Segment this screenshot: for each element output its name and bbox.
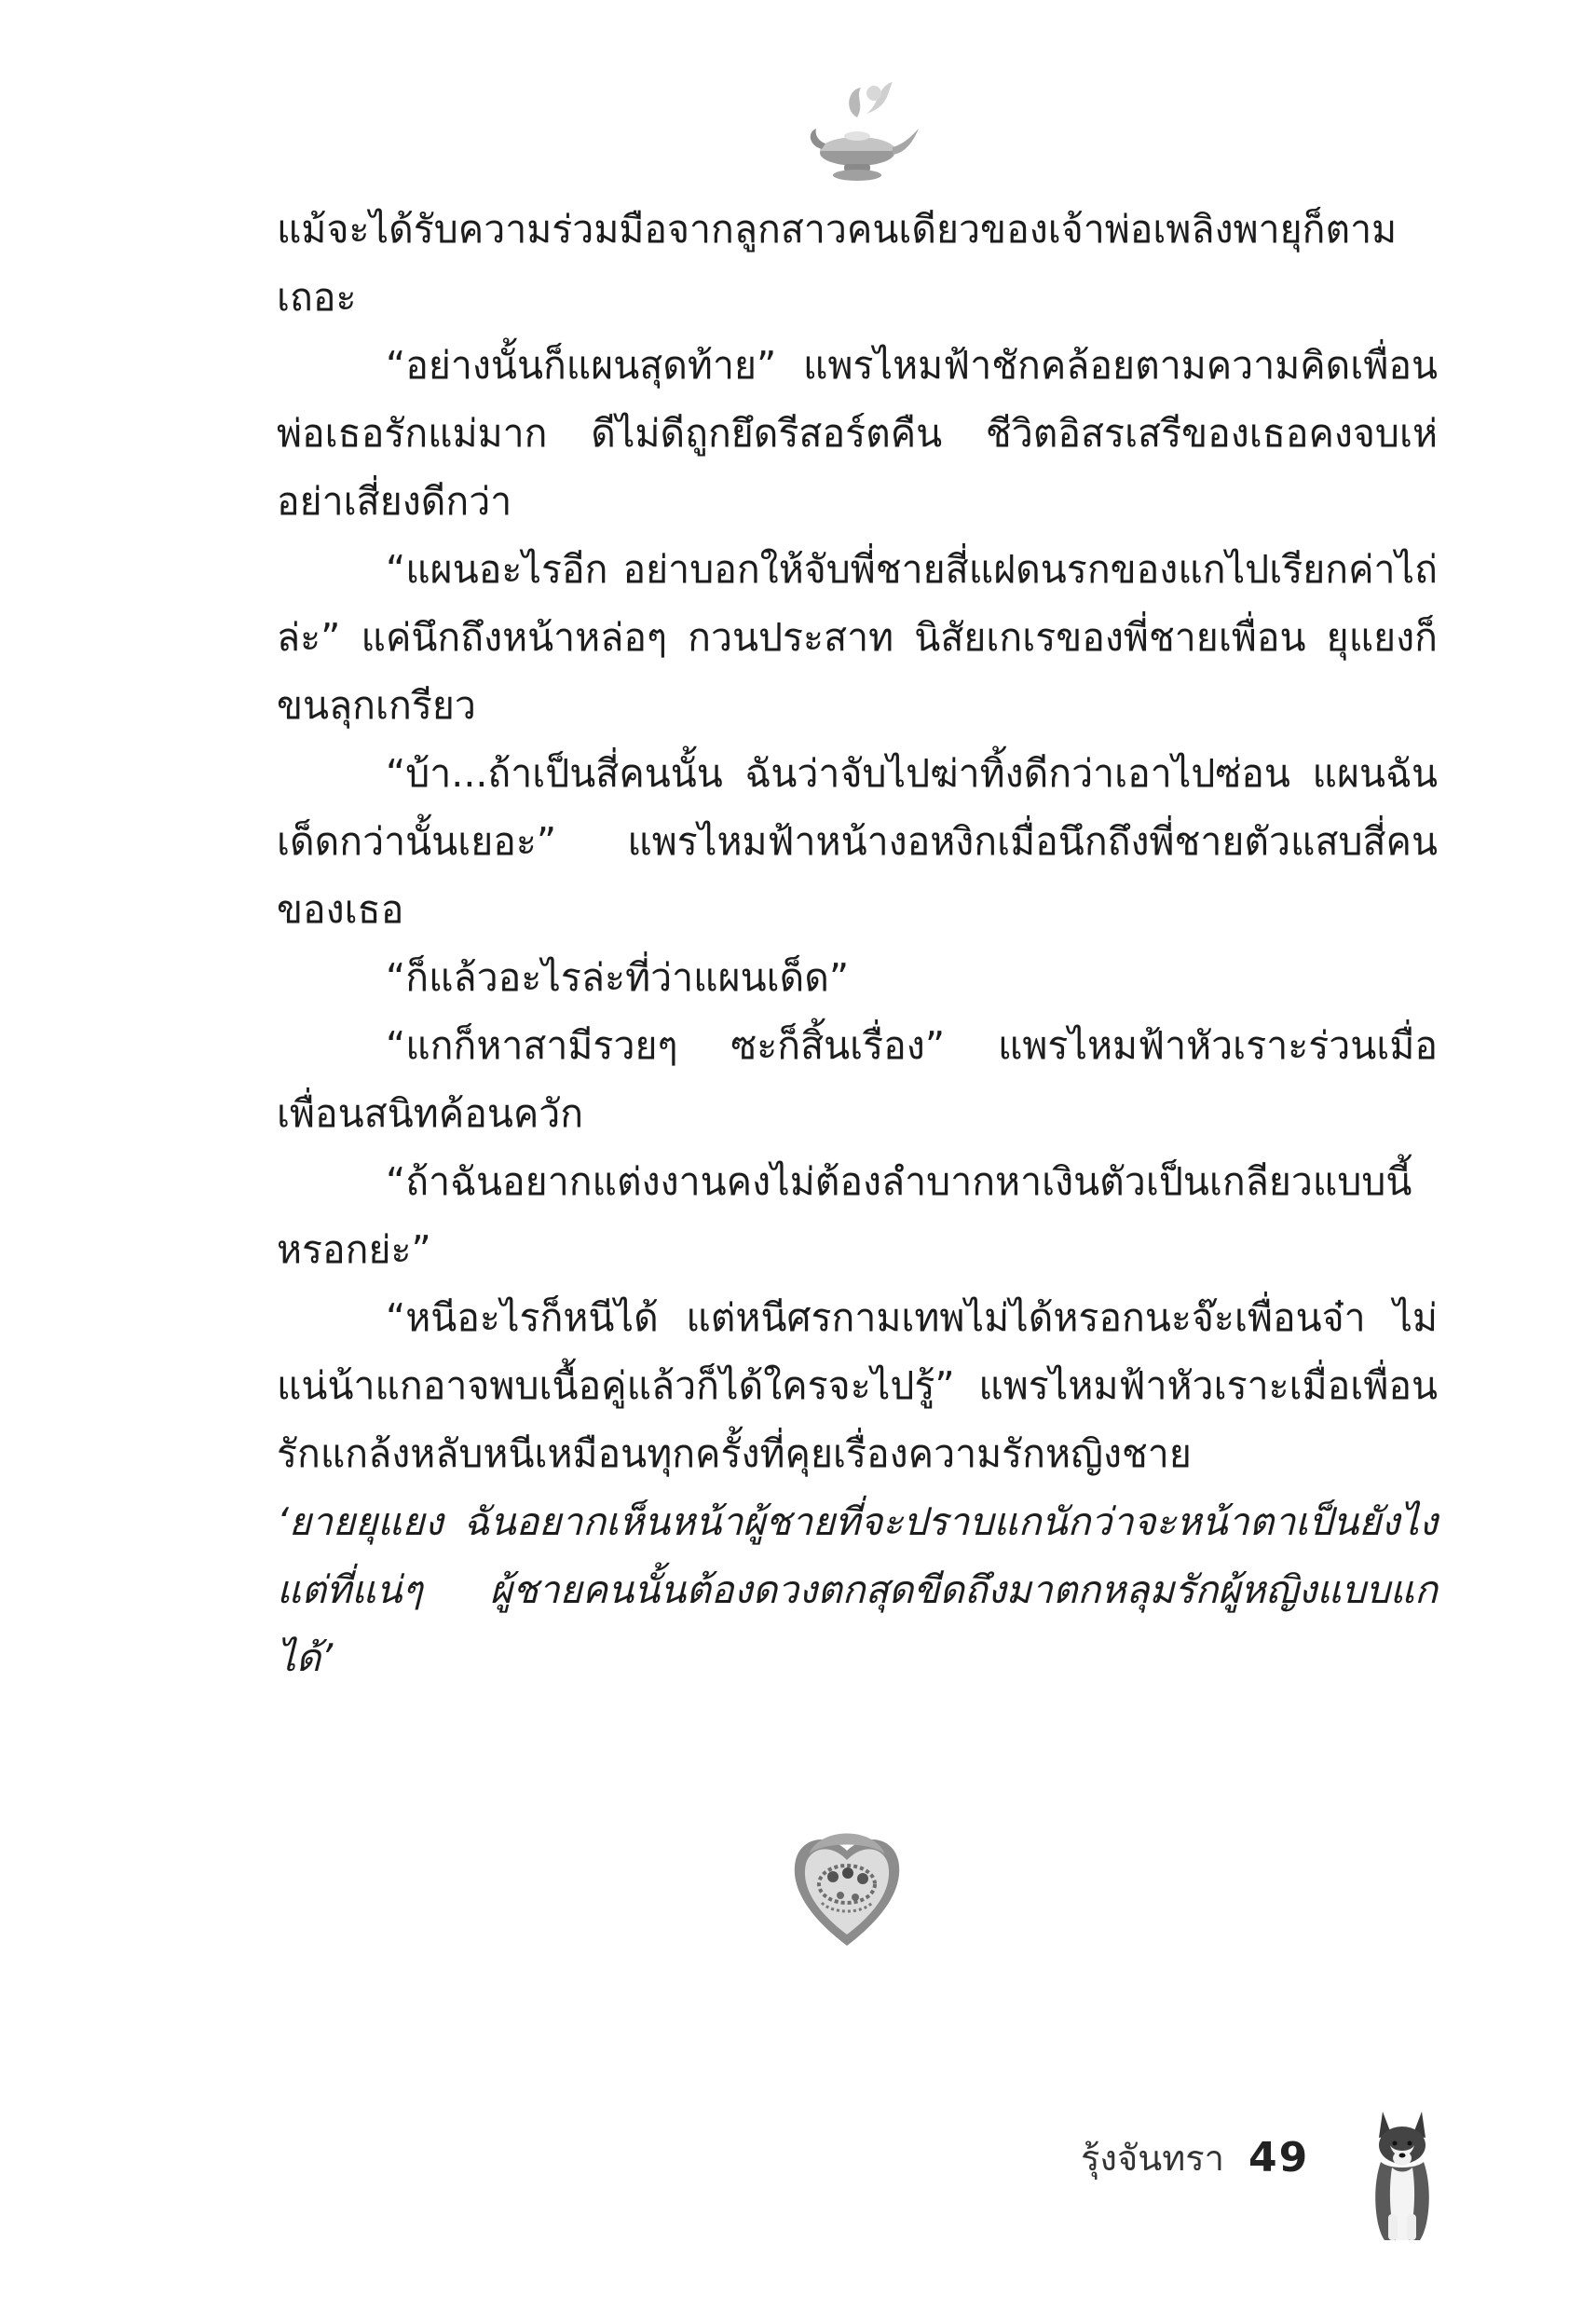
paragraph: “แผนอะไรอีก อย่าบอกให้จับพี่ชายสี่แฝดนรกของแกไปเรียกค่าไถ่ล่ะ” แค่นึกถึงหน้าหล่อๆ กวนประสาท นิสัยเกเรของพี่ชายเพื่อน ยุแยงก็ขนลุกเกรียว [277,547,1438,728]
page-footer [1081,2120,1309,2195]
body-text [277,196,1438,1692]
jewelry-heart-icon [786,1817,907,1952]
husky-dog-icon [1362,2104,1442,2244]
author-name: รุ้งจันทรา [1081,2137,1225,2179]
paragraph: “ก็แล้วอะไรล่ะที่ว่าแผนเด็ด” [386,955,850,1000]
italic-paragraph: ‘ยายยุแยง ฉันอยากเห็นหน้าผู้ชายที่จะปราบแกนักว่าจะหน้าตาเป็นยังไง แต่ที่แน่ๆ ผู้ชายคนนั้นต้องดวงตกสุดขีดถึงมาตกหลุมรักผู้หญิงแบบแกได้’ [277,1499,1438,1680]
paragraph: “แกก็หาสามีรวยๆ ซะก็สิ้นเรื่อง” แพรไหมฟ้าหัวเราะร่วนเมื่อเพื่อนสนิทค้อนควัก [277,1023,1438,1136]
paragraph: แม้จะได้รับความร่วมมือจากลูกสาวคนเดียวของเจ้าพ่อเพลิงพายุก็ตามเถอะ [277,207,1398,320]
page-number: 49 [1248,2133,1310,2181]
paragraph: “บ้า...ถ้าเป็นสี่คนนั้น ฉันว่าจับไปฆ่าทิ้งดีกว่าเอาไปซ่อน แผนฉันเด็ดกว่านั้นเยอะ” แพรไหมฟ้าหน้างอหงิกเมื่อนึกถึงพี่ชายตัวแสบสี่คนของเธอ [277,751,1438,932]
paragraph: “ถ้าฉันอยากแต่งงานคงไม่ต้องลำบากหาเงินตัวเป็นเกลียวแบบนี้หรอกย่ะ” [277,1159,1412,1272]
paragraph: “หนีอะไรก็หนีได้ แต่หนีศรกามเทพไม่ได้หรอกนะจ๊ะเพื่อนจ๋า ไม่แน่น้าแกอาจพบเนื้อคู่แล้วก็ได้ใครจะไปรู้” แพรไหมฟ้าหัวเราะเมื่อเพื่อนรักแกล้งหลับหนีเหมือนทุกครั้งที่คุยเรื่องความรักหญิงชาย [277,1295,1438,1476]
magic-lamp-icon [799,73,921,185]
paragraph: “อย่างนั้นก็แผนสุดท้าย” แพรไหมฟ้าชักคล้อยตามความคิดเพื่อน พ่อเธอรักแม่มาก ดีไม่ดีถูกยึดรีสอร์ตคืน ชีวิตอิสรเสรีของเธอคงจบเห่ อย่าเสี่ยงดีกว่า [277,343,1438,524]
